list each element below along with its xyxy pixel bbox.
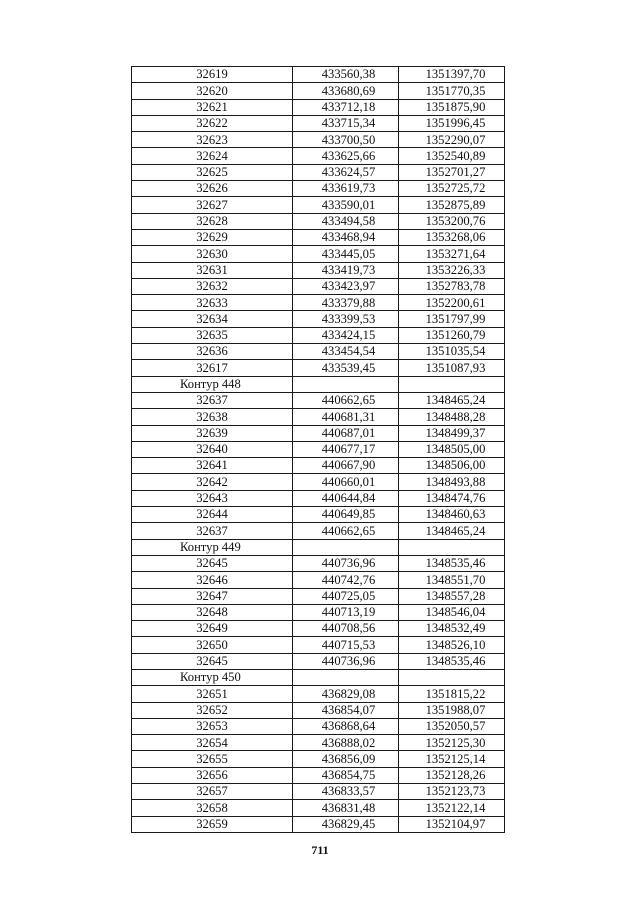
table-row — [132, 718, 505, 734]
table-row — [132, 67, 505, 83]
table-row — [132, 197, 505, 213]
y-coordinate-cell: 1348465,24 — [399, 392, 505, 408]
x-coordinate-cell: 436888,02 — [293, 735, 399, 751]
y-coordinate-cell: 1348474,76 — [399, 490, 505, 506]
table-row — [132, 800, 505, 816]
x-coordinate-cell: 433468,94 — [293, 229, 399, 245]
point-id-cell: 32645 — [132, 653, 293, 669]
y-coordinate-cell: 1352104,97 — [399, 816, 505, 832]
point-id-cell: 32641 — [132, 458, 293, 474]
x-coordinate-cell: 436829,08 — [293, 686, 399, 702]
y-coordinate-cell: 1352875,89 — [399, 197, 505, 213]
point-id-cell: 32652 — [132, 702, 293, 718]
point-id-cell: 32621 — [132, 99, 293, 115]
point-id-cell: 32638 — [132, 409, 293, 425]
table-row — [132, 702, 505, 718]
table-row — [132, 621, 505, 637]
table-row — [132, 311, 505, 327]
x-coordinate-cell: 433590,01 — [293, 197, 399, 213]
x-coordinate-cell: 440662,65 — [293, 523, 399, 539]
x-coordinate-cell: 433379,88 — [293, 295, 399, 311]
point-id-cell: 32640 — [132, 441, 293, 457]
x-coordinate-cell: 436868,64 — [293, 718, 399, 734]
table-row — [132, 83, 505, 99]
table-row — [132, 686, 505, 702]
x-coordinate-cell: 433399,53 — [293, 311, 399, 327]
empty-cell — [399, 376, 505, 392]
x-coordinate-cell: 440725,05 — [293, 588, 399, 604]
y-coordinate-cell: 1352050,57 — [399, 718, 505, 734]
y-coordinate-cell: 1351797,99 — [399, 311, 505, 327]
empty-cell — [293, 539, 399, 555]
point-id-cell: 32645 — [132, 555, 293, 571]
empty-cell — [293, 376, 399, 392]
y-coordinate-cell: 1353271,64 — [399, 246, 505, 262]
contour-header-row — [132, 669, 505, 685]
table-row — [132, 213, 505, 229]
point-id-cell: 32624 — [132, 148, 293, 164]
point-id-cell: 32633 — [132, 295, 293, 311]
coordinates-table — [131, 66, 505, 833]
table-row — [132, 409, 505, 425]
table-row — [132, 604, 505, 620]
table-row — [132, 555, 505, 571]
point-id-cell: 32637 — [132, 392, 293, 408]
table-row — [132, 148, 505, 164]
y-coordinate-cell: 1352290,07 — [399, 132, 505, 148]
empty-cell — [399, 669, 505, 685]
x-coordinate-cell: 440644,84 — [293, 490, 399, 506]
x-coordinate-cell: 433625,66 — [293, 148, 399, 164]
table-row — [132, 344, 505, 360]
point-id-cell: 32658 — [132, 800, 293, 816]
table-row — [132, 637, 505, 653]
y-coordinate-cell: 1348535,46 — [399, 555, 505, 571]
table-row — [132, 653, 505, 669]
table-row — [132, 523, 505, 539]
table-row — [132, 441, 505, 457]
y-coordinate-cell: 1348460,63 — [399, 507, 505, 523]
table-row — [132, 767, 505, 783]
y-coordinate-cell: 1348506,00 — [399, 458, 505, 474]
contour-header-row — [132, 376, 505, 392]
point-id-cell: 32642 — [132, 474, 293, 490]
page-number: 711 — [311, 843, 329, 857]
point-id-cell: 32636 — [132, 344, 293, 360]
y-coordinate-cell: 1353268,06 — [399, 229, 505, 245]
x-coordinate-cell: 440708,56 — [293, 621, 399, 637]
x-coordinate-cell: 433454,54 — [293, 344, 399, 360]
table-row — [132, 164, 505, 180]
contour-header-row — [132, 539, 505, 555]
point-id-cell: 32625 — [132, 164, 293, 180]
point-id-cell: 32632 — [132, 278, 293, 294]
point-id-cell: 32650 — [132, 637, 293, 653]
x-coordinate-cell: 440736,96 — [293, 653, 399, 669]
point-id-cell: 32644 — [132, 507, 293, 523]
x-coordinate-cell: 436829,45 — [293, 816, 399, 832]
table-row — [132, 246, 505, 262]
x-coordinate-cell: 433700,50 — [293, 132, 399, 148]
x-coordinate-cell: 433624,57 — [293, 164, 399, 180]
table-row — [132, 816, 505, 832]
x-coordinate-cell: 436856,09 — [293, 751, 399, 767]
x-coordinate-cell: 436833,57 — [293, 784, 399, 800]
y-coordinate-cell: 1351397,70 — [399, 67, 505, 83]
table-row — [132, 392, 505, 408]
x-coordinate-cell: 433680,69 — [293, 83, 399, 99]
y-coordinate-cell: 1353200,76 — [399, 213, 505, 229]
y-coordinate-cell: 1351770,35 — [399, 83, 505, 99]
point-id-cell: 32620 — [132, 83, 293, 99]
x-coordinate-cell: 440681,31 — [293, 409, 399, 425]
table-row — [132, 229, 505, 245]
point-id-cell: 32655 — [132, 751, 293, 767]
x-coordinate-cell: 440736,96 — [293, 555, 399, 571]
x-coordinate-cell: 433494,58 — [293, 213, 399, 229]
y-coordinate-cell: 1352122,14 — [399, 800, 505, 816]
table-row — [132, 295, 505, 311]
y-coordinate-cell: 1348505,00 — [399, 441, 505, 457]
y-coordinate-cell: 1352123,73 — [399, 784, 505, 800]
table-row — [132, 278, 505, 294]
x-coordinate-cell: 440667,90 — [293, 458, 399, 474]
y-coordinate-cell: 1351087,93 — [399, 360, 505, 376]
y-coordinate-cell: 1352125,14 — [399, 751, 505, 767]
y-coordinate-cell: 1348526,10 — [399, 637, 505, 653]
table-row — [132, 132, 505, 148]
table-row — [132, 360, 505, 376]
y-coordinate-cell: 1351996,45 — [399, 115, 505, 131]
table-row — [132, 327, 505, 343]
table-row — [132, 474, 505, 490]
point-id-cell: 32637 — [132, 523, 293, 539]
y-coordinate-cell: 1348557,28 — [399, 588, 505, 604]
x-coordinate-cell: 436854,07 — [293, 702, 399, 718]
empty-cell — [293, 669, 399, 685]
y-coordinate-cell: 1352701,27 — [399, 164, 505, 180]
x-coordinate-cell: 436854,75 — [293, 767, 399, 783]
y-coordinate-cell: 1352540,89 — [399, 148, 505, 164]
x-coordinate-cell: 433424,15 — [293, 327, 399, 343]
point-id-cell: 32654 — [132, 735, 293, 751]
point-id-cell: 32657 — [132, 784, 293, 800]
contour-label: Контур 448 — [132, 376, 293, 392]
table-row — [132, 99, 505, 115]
table-row — [132, 458, 505, 474]
y-coordinate-cell: 1352783,78 — [399, 278, 505, 294]
x-coordinate-cell: 440677,17 — [293, 441, 399, 457]
x-coordinate-cell: 440715,53 — [293, 637, 399, 653]
table-row — [132, 588, 505, 604]
y-coordinate-cell: 1348465,24 — [399, 523, 505, 539]
point-id-cell: 32659 — [132, 816, 293, 832]
table-row — [132, 735, 505, 751]
y-coordinate-cell: 1348499,37 — [399, 425, 505, 441]
x-coordinate-cell: 440660,01 — [293, 474, 399, 490]
x-coordinate-cell: 433539,45 — [293, 360, 399, 376]
coordinates-table-body — [132, 67, 505, 833]
table-row — [132, 751, 505, 767]
point-id-cell: 32643 — [132, 490, 293, 506]
x-coordinate-cell: 440662,65 — [293, 392, 399, 408]
x-coordinate-cell: 433419,73 — [293, 262, 399, 278]
x-coordinate-cell: 440649,85 — [293, 507, 399, 523]
table-row — [132, 425, 505, 441]
point-id-cell: 32651 — [132, 686, 293, 702]
y-coordinate-cell: 1351988,07 — [399, 702, 505, 718]
point-id-cell: 32631 — [132, 262, 293, 278]
y-coordinate-cell: 1348532,49 — [399, 621, 505, 637]
point-id-cell: 32634 — [132, 311, 293, 327]
table-row — [132, 507, 505, 523]
x-coordinate-cell: 433712,18 — [293, 99, 399, 115]
y-coordinate-cell: 1348488,28 — [399, 409, 505, 425]
y-coordinate-cell: 1351260,79 — [399, 327, 505, 343]
y-coordinate-cell: 1348551,70 — [399, 572, 505, 588]
table-row — [132, 115, 505, 131]
contour-label: Контур 449 — [132, 539, 293, 555]
table-row — [132, 784, 505, 800]
point-id-cell: 32617 — [132, 360, 293, 376]
point-id-cell: 32626 — [132, 181, 293, 197]
point-id-cell: 32648 — [132, 604, 293, 620]
y-coordinate-cell: 1352128,26 — [399, 767, 505, 783]
x-coordinate-cell: 436831,48 — [293, 800, 399, 816]
point-id-cell: 32623 — [132, 132, 293, 148]
point-id-cell: 32649 — [132, 621, 293, 637]
table-row — [132, 262, 505, 278]
y-coordinate-cell: 1352200,61 — [399, 295, 505, 311]
x-coordinate-cell: 433715,34 — [293, 115, 399, 131]
y-coordinate-cell: 1351035,54 — [399, 344, 505, 360]
point-id-cell: 32635 — [132, 327, 293, 343]
table-row — [132, 572, 505, 588]
y-coordinate-cell: 1348493,88 — [399, 474, 505, 490]
x-coordinate-cell: 440713,19 — [293, 604, 399, 620]
x-coordinate-cell: 433560,38 — [293, 67, 399, 83]
point-id-cell: 32629 — [132, 229, 293, 245]
point-id-cell: 32628 — [132, 213, 293, 229]
y-coordinate-cell: 1352725,72 — [399, 181, 505, 197]
x-coordinate-cell: 440742,76 — [293, 572, 399, 588]
y-coordinate-cell: 1348546,04 — [399, 604, 505, 620]
empty-cell — [399, 539, 505, 555]
x-coordinate-cell: 433619,73 — [293, 181, 399, 197]
point-id-cell: 32647 — [132, 588, 293, 604]
point-id-cell: 32656 — [132, 767, 293, 783]
point-id-cell: 32653 — [132, 718, 293, 734]
table-row — [132, 490, 505, 506]
x-coordinate-cell: 433445,05 — [293, 246, 399, 262]
contour-label: Контур 450 — [132, 669, 293, 685]
point-id-cell: 32619 — [132, 67, 293, 83]
x-coordinate-cell: 440687,01 — [293, 425, 399, 441]
table-row — [132, 181, 505, 197]
point-id-cell: 32627 — [132, 197, 293, 213]
y-coordinate-cell: 1352125,30 — [399, 735, 505, 751]
y-coordinate-cell: 1353226,33 — [399, 262, 505, 278]
y-coordinate-cell: 1348535,46 — [399, 653, 505, 669]
point-id-cell: 32639 — [132, 425, 293, 441]
point-id-cell: 32630 — [132, 246, 293, 262]
point-id-cell: 32646 — [132, 572, 293, 588]
x-coordinate-cell: 433423,97 — [293, 278, 399, 294]
point-id-cell: 32622 — [132, 115, 293, 131]
y-coordinate-cell: 1351815,22 — [399, 686, 505, 702]
y-coordinate-cell: 1351875,90 — [399, 99, 505, 115]
